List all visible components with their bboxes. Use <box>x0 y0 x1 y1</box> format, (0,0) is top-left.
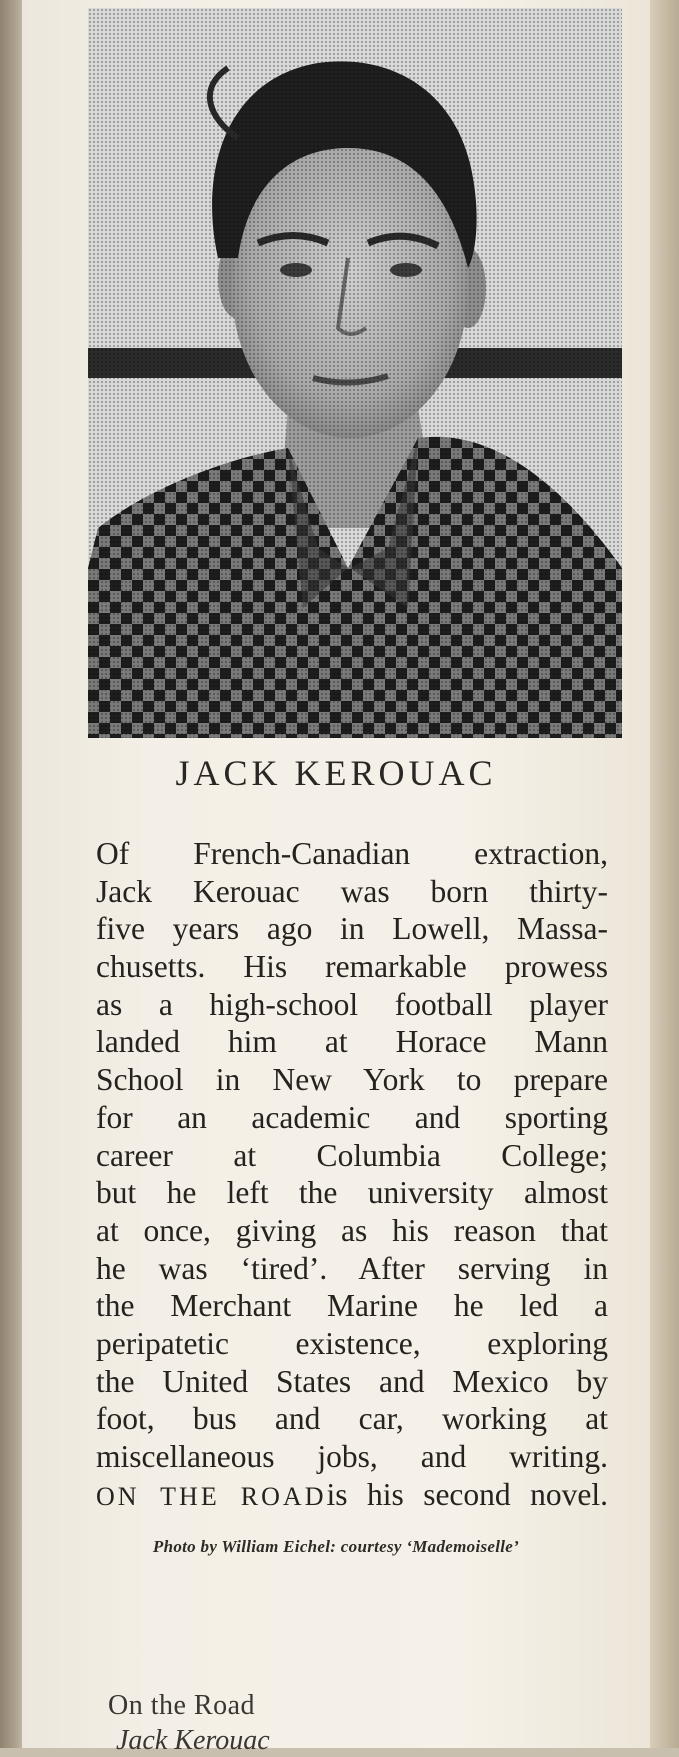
footer-author: Jack Kerouac <box>116 1725 270 1756</box>
bio-line: landed him at Horace Mann <box>96 1024 608 1060</box>
bio-line: the Merchant Marine he led a <box>96 1288 608 1324</box>
author-name: JACK KEROUAC <box>175 753 497 793</box>
footer-book-title: On the Road <box>108 1690 256 1721</box>
photo-credit: Photo by William Eichel: courtesy ‘Mademoiselle’ <box>152 1537 520 1556</box>
bio-last-line-text: is his second novel. <box>326 1476 608 1512</box>
bio-line: School in New York to prepare <box>96 1062 608 1098</box>
flap-edge <box>650 0 679 1748</box>
bio-line: chusetts. His remarkable prowess <box>96 949 608 985</box>
bio-line: but he left the university almost <box>96 1175 608 1211</box>
bio-line: Of French-Canadian extraction, <box>96 836 608 871</box>
bio-line: as a high-school football player <box>96 986 608 1022</box>
bio-line: the United States and Mexico by <box>96 1363 608 1399</box>
author-biography <box>96 835 608 1513</box>
bio-line: career at Columbia College; <box>96 1137 608 1173</box>
bio-last-line <box>96 1476 608 1514</box>
bio-line: miscellaneous jobs, and writing. <box>96 1439 608 1474</box>
bio-line: five years ago in Lowell, Massa- <box>96 911 608 947</box>
bio-line: peripatetic existence, exploring <box>96 1325 608 1361</box>
bio-line: Jack Kerouac was born thirty- <box>96 873 608 909</box>
bio-line: foot, bus and car, working at <box>96 1401 608 1437</box>
book-title-smallcaps: ON THE ROAD <box>96 1481 327 1511</box>
bio-line: he was ‘tired’. After serving in <box>96 1250 608 1286</box>
bio-line: at once, giving as his reason that <box>96 1212 608 1248</box>
bio-line: for an academic and sporting <box>96 1099 608 1135</box>
author-photo <box>88 8 622 738</box>
